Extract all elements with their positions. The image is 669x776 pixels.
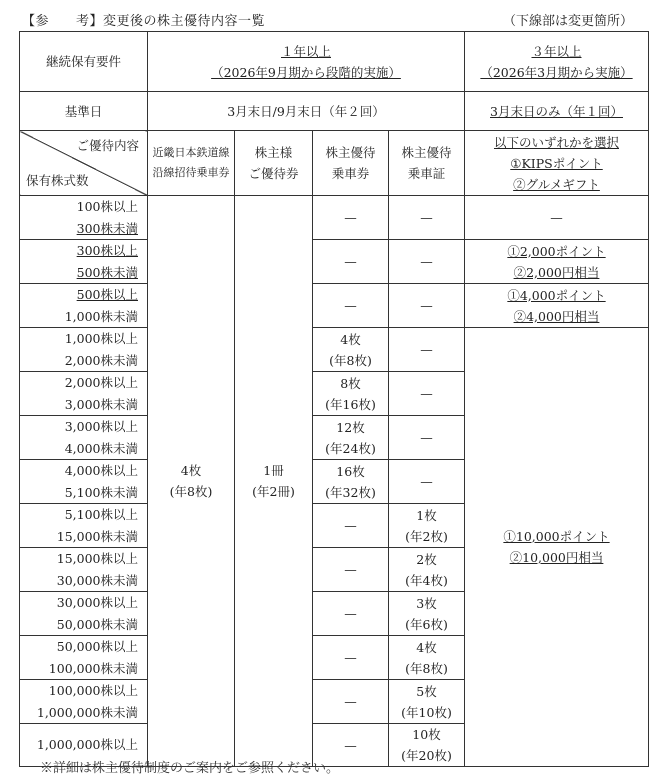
share-to: 15,000株未満 <box>56 528 138 544</box>
ride-pass-yearly: (年2枚) <box>405 528 448 544</box>
selection-cell-large <box>465 328 649 767</box>
ride-ticket-cell <box>313 460 389 504</box>
requirement-group1-start: （2026年9月期から段階的実施） <box>211 64 401 80</box>
ride-ticket-cell <box>313 416 389 460</box>
ride-pass-count: 3枚 <box>416 595 437 611</box>
ride-pass-cell: — <box>389 416 465 460</box>
ride-ticket-cell <box>313 328 389 372</box>
selection-header-line1: 以下のいずれかを選択 <box>493 134 619 150</box>
ride-ticket-cell: — <box>313 284 389 328</box>
selection-cell <box>465 284 649 328</box>
ride-pass-yearly: (年20枚) <box>401 748 452 763</box>
share-from: 50,000株以上 <box>56 639 138 654</box>
share-from: 100株以上 <box>76 199 138 214</box>
selection-points: ①2,000ポイント <box>507 243 606 259</box>
share-to: 100,000株未満 <box>48 660 138 676</box>
share-to: 1,000,000株未満 <box>36 704 138 720</box>
ride-pass-yearly: (年8枚) <box>405 660 448 676</box>
selection-points: ①4,000ポイント <box>507 287 606 303</box>
ride-ticket-cell: — <box>313 548 389 592</box>
share-from: 3,000株以上 <box>64 419 138 434</box>
ride-ticket-count: 12枚 <box>336 419 365 435</box>
share-to: 5,100株未満 <box>64 484 138 500</box>
ride-ticket-header-line2: 乗車券 <box>331 166 370 181</box>
share-to: 500株未満 <box>76 264 138 280</box>
ride-ticket-yearly: (年8枚) <box>329 352 372 368</box>
ride-pass-cell: — <box>389 372 465 416</box>
share-range <box>20 680 148 724</box>
ride-pass-cell: — <box>389 460 465 504</box>
ride-pass-cell: — <box>389 284 465 328</box>
footnote: ※詳細は株主優待制度のご案内をご参照ください。 <box>40 761 340 776</box>
column-header-row <box>20 131 649 196</box>
share-range <box>20 548 148 592</box>
share-from: 300株以上 <box>76 243 138 258</box>
ride-pass-header-line1: 株主優待 <box>401 145 452 160</box>
share-to: 30,000株未満 <box>56 572 138 588</box>
record-date-group1: 3月末日/9月末日（年２回） <box>148 92 465 131</box>
share-from: 1,000,000株以上 <box>36 737 138 753</box>
share-to: 2,000株未満 <box>64 352 138 368</box>
ride-ticket-count: 8枚 <box>340 375 361 391</box>
ride-ticket-cell: — <box>313 680 389 724</box>
record-date-group2-text: 3月末日のみ（年１回） <box>490 103 623 119</box>
ride-pass-cell: — <box>389 240 465 284</box>
ride-pass-yearly: (年4枚) <box>405 572 448 588</box>
ride-ticket-cell: — <box>313 724 389 767</box>
ride-pass-count: 4枚 <box>416 639 437 655</box>
share-range <box>20 372 148 416</box>
voucher-header <box>235 131 313 196</box>
invitation-ticket-cell <box>148 196 235 767</box>
table-row <box>20 196 649 240</box>
selection-gift: ②2,000円相当 <box>513 264 600 280</box>
share-range <box>20 284 148 328</box>
ride-pass-cell <box>389 592 465 636</box>
share-to: 300株未満 <box>76 220 138 236</box>
share-from: 4,000株以上 <box>64 463 138 478</box>
ride-ticket-header-line1: 株主優待 <box>325 145 376 160</box>
selection-gift: ②4,000円相当 <box>513 308 600 324</box>
invitation-header-line1: 近畿日本鉄道線 <box>152 146 230 159</box>
ride-pass-count: 10枚 <box>412 727 441 742</box>
ride-ticket-cell: — <box>313 504 389 548</box>
share-count-label: 保有株式数 <box>26 173 89 188</box>
requirement-group1-period: １年以上 <box>280 43 331 59</box>
ride-ticket-header <box>313 131 389 196</box>
record-date-group2 <box>465 92 649 131</box>
ride-pass-yearly: (年6枚) <box>405 616 448 632</box>
ride-pass-cell <box>389 548 465 592</box>
ride-pass-header-line2: 乗車証 <box>407 166 446 181</box>
ride-pass-count: 2枚 <box>416 551 437 567</box>
requirement-label: 継続保有要件 <box>20 32 148 92</box>
selection-header <box>465 131 649 196</box>
share-to: 4,000株未満 <box>64 440 138 456</box>
voucher-header-line1: 株主様 <box>254 145 293 160</box>
ride-pass-cell: — <box>389 196 465 240</box>
invitation-header-line2: 沿線招待乗車券 <box>152 166 230 179</box>
share-from: 1,000株以上 <box>64 331 138 346</box>
share-range <box>20 504 148 548</box>
share-from: 100,000株以上 <box>48 683 138 698</box>
underline-note: （下線部は変更箇所） <box>502 14 633 29</box>
requirement-group2-period: ３年以上 <box>531 43 582 59</box>
benefit-content-label: ご優待内容 <box>76 138 139 153</box>
selection-header-line2: ①KIPSポイント <box>510 155 603 171</box>
voucher-yearly: (年2冊) <box>252 484 295 499</box>
record-date-label: 基準日 <box>20 92 148 131</box>
selection-cell: — <box>465 196 649 240</box>
share-range <box>20 416 148 460</box>
ride-ticket-cell: — <box>313 240 389 284</box>
ride-pass-cell: — <box>389 328 465 372</box>
ride-ticket-cell: — <box>313 636 389 680</box>
ride-ticket-cell <box>313 372 389 416</box>
ride-pass-count: 1枚 <box>416 507 437 523</box>
share-range <box>20 240 148 284</box>
table-row <box>20 328 649 372</box>
ride-pass-cell <box>389 504 465 548</box>
invitation-yearly: (年8枚) <box>169 484 213 499</box>
ride-ticket-cell: — <box>313 592 389 636</box>
requirement-group2 <box>465 32 649 92</box>
share-from: 5,100株以上 <box>64 507 138 522</box>
selection-cell <box>465 240 649 284</box>
voucher-count: 1冊 <box>263 463 284 478</box>
share-from: 15,000株以上 <box>56 551 138 566</box>
diagonal-header <box>20 131 148 196</box>
share-range <box>20 328 148 372</box>
share-to: 3,000株未満 <box>64 396 138 412</box>
requirement-group1 <box>148 32 465 92</box>
ride-ticket-yearly: (年16枚) <box>325 396 376 412</box>
ride-pass-yearly: (年10枚) <box>401 704 452 720</box>
selection-gift: ②10,000円相当 <box>509 550 604 565</box>
share-from: 2,000株以上 <box>64 375 138 390</box>
share-to: 1,000株未満 <box>64 308 138 324</box>
ride-ticket-count: 16枚 <box>336 463 365 479</box>
ride-pass-cell <box>389 724 465 767</box>
ride-pass-header <box>389 131 465 196</box>
voucher-cell <box>235 196 313 767</box>
selection-points: ①10,000ポイント <box>503 529 610 544</box>
invitation-count: 4枚 <box>180 463 202 478</box>
table-row <box>20 240 649 284</box>
share-range <box>20 460 148 504</box>
share-from: 30,000株以上 <box>56 595 138 610</box>
requirement-row <box>20 32 649 92</box>
share-range <box>20 196 148 240</box>
selection-header-line3: ②グルメギフト <box>513 176 600 192</box>
share-to: 50,000株未満 <box>56 616 138 632</box>
share-range <box>20 592 148 636</box>
benefit-table <box>19 31 649 767</box>
ride-ticket-yearly: (年32枚) <box>325 484 376 500</box>
requirement-group2-start: （2026年3月期から実施） <box>480 64 633 80</box>
ride-pass-cell <box>389 680 465 724</box>
share-range <box>20 636 148 680</box>
document-title: 【参 考】変更後の株主優待内容一覧 <box>22 14 266 29</box>
record-date-row <box>20 92 649 131</box>
ride-pass-count: 5枚 <box>416 683 437 699</box>
invitation-ticket-header <box>148 131 235 196</box>
share-from: 500株以上 <box>76 287 138 302</box>
ride-ticket-count: 4枚 <box>340 331 361 347</box>
voucher-header-line2: ご優待券 <box>248 166 299 181</box>
table-row <box>20 284 649 328</box>
ride-pass-cell <box>389 636 465 680</box>
ride-ticket-yearly: (年24枚) <box>325 440 376 456</box>
ride-ticket-cell: — <box>313 196 389 240</box>
